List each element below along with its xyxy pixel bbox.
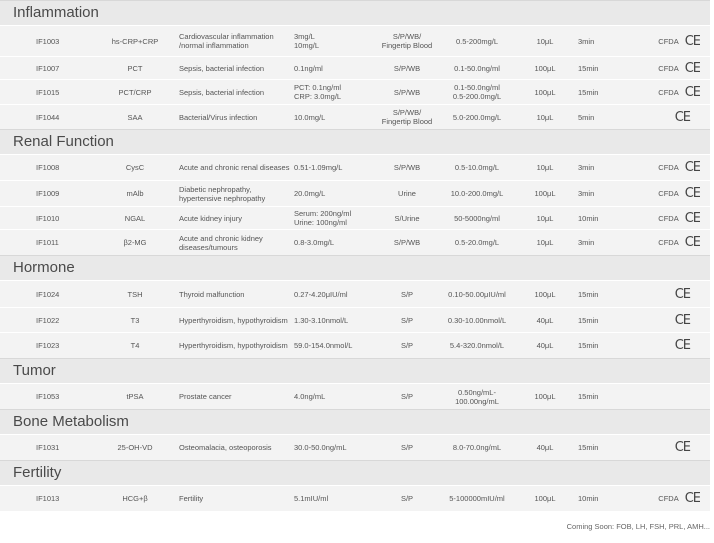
sample-volume: 100μL	[534, 289, 556, 299]
coming-soon-note: Coming Soon: FOB, LH, FSH, PRL, AMH...	[566, 522, 710, 531]
product-code: IF1022	[36, 315, 60, 325]
test-time: 10min	[578, 494, 599, 503]
table-row	[0, 434, 710, 460]
ce-mark-icon: CE	[674, 109, 690, 125]
certifications	[632, 110, 700, 125]
linearity-range: 5-100000mIU/ml	[449, 494, 505, 503]
clinical-application: Sepsis, bacterial infection	[179, 87, 265, 97]
product-code: IF1053	[36, 392, 60, 401]
test-item: hs-CRP+CRP	[111, 36, 159, 46]
test-time: 5min	[578, 112, 595, 122]
section-title: Inflammation	[0, 0, 710, 25]
sample-volume: 100μL	[534, 494, 556, 503]
cfda-mark: CFDA	[658, 213, 679, 223]
product-code: IF1015	[36, 87, 60, 97]
table-row	[0, 229, 710, 255]
cfda-mark: CFDA	[658, 63, 679, 73]
certifications	[632, 61, 700, 76]
reference-range: 0.51-1.09mg/L	[294, 163, 343, 172]
ce-mark-icon: CE	[684, 491, 700, 506]
reference-range: 5.1mIU/ml	[294, 494, 329, 503]
product-code: IF1013	[36, 494, 60, 503]
sample-volume: 10μL	[536, 213, 554, 223]
test-time: 3min	[578, 189, 595, 198]
clinical-application: Fertility	[179, 494, 204, 503]
sample-volume: 10μL	[536, 163, 554, 172]
table-row	[0, 383, 710, 409]
linearity-range: 0.1-50.0ng/ml 0.5-200.0mg/L	[452, 83, 502, 101]
test-time: 15min	[578, 63, 599, 73]
clinical-application: Hyperthyroidism, hypothyroidism	[179, 341, 288, 350]
table-row	[0, 280, 710, 307]
linearity-range: 0.5-20.0mg/L	[454, 238, 500, 247]
test-item: PCT/CRP	[118, 87, 152, 97]
linearity-range: 0.5-200mg/L	[455, 36, 499, 46]
reference-range: 30.0-50.0ng/mL	[294, 443, 347, 452]
clinical-application: Hyperthyroidism, hypothyroidism	[179, 315, 288, 325]
linearity-range: 5.4-320.0nmol/L	[449, 341, 505, 350]
sample-volume: 100μL	[534, 63, 556, 73]
linearity-range: 50-5000ng/ml	[454, 213, 500, 223]
cfda-mark: CFDA	[658, 238, 679, 247]
clinical-application: Bacterial/Virus infection	[179, 112, 258, 122]
clinical-application: Acute kidney injury	[179, 213, 242, 223]
section-title: Renal Function	[0, 129, 710, 154]
linearity-range: 5.0-200.0mg/L	[452, 112, 502, 122]
sample-type: S/P/WB	[393, 87, 421, 97]
reference-range: 0.1ng/ml	[294, 63, 323, 73]
test-item: T3	[130, 315, 140, 325]
sample-volume: 40μL	[536, 315, 554, 325]
test-item: 25-OH-VD	[117, 443, 153, 452]
linearity-range: 10.0-200.0mg/L	[450, 189, 504, 198]
section-title: Fertility	[0, 460, 710, 485]
sample-type: S/P/WB/ Fingertip Blood	[381, 32, 433, 50]
product-code: IF1011	[36, 238, 59, 247]
cfda-mark: CFDA	[658, 494, 679, 503]
product-code: IF1009	[36, 189, 60, 198]
certifications	[632, 491, 700, 506]
cfda-mark: CFDA	[658, 189, 679, 198]
linearity-range: 0.10-50.00μIU/ml	[448, 289, 506, 299]
product-code: IF1044	[36, 112, 60, 122]
reference-range: 4.0ng/mL	[294, 392, 326, 401]
linearity-range: 0.1-50.0ng/ml	[454, 63, 500, 73]
test-time: 15min	[578, 392, 599, 401]
test-item: mAlb	[126, 189, 144, 198]
sample-type: S/P	[400, 315, 414, 325]
certifications	[632, 440, 700, 455]
cfda-mark: CFDA	[658, 87, 679, 97]
table-row	[0, 25, 710, 56]
certifications	[632, 34, 700, 49]
table-row	[0, 56, 710, 79]
test-item: tPSA	[126, 392, 144, 401]
test-item: HCG+β	[122, 494, 148, 503]
sample-volume: 100μL	[534, 392, 556, 401]
test-item: NGAL	[124, 213, 146, 223]
table-row	[0, 79, 710, 104]
test-item: PCT	[127, 63, 143, 73]
sample-type: S/P	[400, 443, 414, 452]
table-row	[0, 332, 710, 358]
ce-mark-icon: CE	[674, 312, 690, 328]
test-item: SAA	[127, 112, 143, 122]
product-code: IF1023	[36, 341, 60, 350]
certifications	[632, 160, 700, 175]
test-item: β2-MG	[123, 238, 147, 247]
clinical-application: Acute and chronic renal diseases	[179, 163, 290, 172]
sample-volume: 100μL	[534, 87, 556, 97]
certifications	[632, 235, 700, 250]
ce-mark-icon: CE	[684, 60, 700, 76]
reference-range: 20.0mg/L	[294, 189, 326, 198]
sample-type: Urine	[398, 189, 416, 198]
certifications	[632, 313, 700, 328]
test-item: T4	[130, 341, 140, 350]
sample-volume: 100μL	[534, 189, 556, 198]
product-code: IF1024	[36, 289, 60, 299]
sample-type: S/P	[400, 289, 414, 299]
product-code: IF1007	[36, 63, 60, 73]
sample-volume: 40μL	[536, 341, 554, 350]
reference-range: 0.8-3.0mg/L	[294, 238, 335, 247]
ce-mark-icon: CE	[684, 210, 700, 226]
linearity-range: 0.50ng/mL-100.00ng/mL	[455, 387, 499, 406]
product-code: IF1031	[36, 443, 60, 452]
clinical-application: Sepsis, bacterial infection	[179, 63, 265, 73]
clinical-application: Osteomalacia, osteoporosis	[179, 443, 272, 452]
clinical-application: Thyroid malfunction	[179, 289, 245, 299]
linearity-range: 8.0-70.0ng/mL	[452, 443, 502, 452]
test-time: 15min	[578, 289, 599, 299]
sample-volume: 10μL	[536, 238, 554, 247]
reference-range: 3mg/L 10mg/L	[294, 32, 320, 50]
certifications	[632, 338, 700, 353]
reference-range: Serum: 200ng/ml Urine: 100ng/ml	[294, 209, 352, 227]
test-time: 10min	[578, 213, 599, 223]
sample-type: S/P/WB	[393, 163, 421, 172]
sample-volume: 40μL	[536, 443, 554, 452]
reference-range: PCT: 0.1ng/ml CRP: 3.0mg/L	[294, 83, 342, 101]
clinical-application: Acute and chronic kidney diseases/tumours	[179, 233, 263, 252]
table-row	[0, 485, 710, 511]
sample-type: S/P	[400, 341, 414, 350]
ce-mark-icon: CE	[674, 286, 690, 302]
section-title: Hormone	[0, 255, 710, 280]
test-time: 3min	[578, 163, 595, 172]
test-item: TSH	[127, 289, 143, 299]
reference-range: 0.27-4.20μIU/ml	[294, 289, 348, 299]
certifications	[632, 186, 700, 201]
test-time: 15min	[578, 315, 599, 325]
clinical-application: Cardiovascular inflammation /normal inflammation	[179, 32, 274, 50]
reference-range: 59.0-154.0nmol/L	[294, 341, 353, 350]
ce-mark-icon: CE	[674, 338, 690, 353]
sample-type: S/P	[400, 494, 414, 503]
table-row	[0, 307, 710, 332]
ce-mark-icon: CE	[684, 84, 700, 100]
product-code: IF1010	[36, 213, 60, 223]
product-code: IF1008	[36, 163, 60, 172]
ce-mark-icon: CE	[684, 160, 700, 175]
cfda-mark: CFDA	[658, 36, 679, 46]
test-time: 15min	[578, 87, 599, 97]
section-title: Tumor	[0, 358, 710, 383]
certifications	[632, 211, 700, 226]
test-time: 15min	[578, 341, 599, 350]
table-row	[0, 154, 710, 180]
table-row	[0, 180, 710, 206]
sample-type: S/P/WB	[393, 238, 421, 247]
sample-type: S/Urine	[394, 213, 420, 223]
reference-range: 10.0mg/L	[294, 112, 326, 122]
sample-type: S/P	[400, 392, 414, 401]
certifications	[632, 287, 700, 302]
sample-type: S/P/WB/ Fingertip Blood	[381, 108, 433, 126]
certifications	[632, 85, 700, 100]
clinical-application: Prostate cancer	[179, 392, 232, 401]
table-row	[0, 104, 710, 129]
cfda-mark: CFDA	[658, 163, 679, 172]
test-item: CysC	[125, 163, 145, 172]
clinical-application: Diabetic nephropathy, hypertensive nephropathy	[179, 184, 266, 203]
ce-mark-icon: CE	[684, 33, 700, 49]
test-time: 3min	[578, 238, 595, 247]
sample-type: S/P/WB	[393, 63, 421, 73]
ce-mark-icon: CE	[674, 440, 690, 455]
section-title: Bone Metabolism	[0, 409, 710, 434]
reference-range: 1.30-3.10nmol/L	[294, 315, 349, 325]
sample-volume: 10μL	[536, 112, 554, 122]
sample-volume: 10μL	[536, 36, 554, 46]
test-time: 3min	[578, 36, 595, 46]
table-row	[0, 206, 710, 229]
ce-mark-icon: CE	[684, 186, 700, 201]
linearity-range: 0.5-10.0mg/L	[454, 163, 500, 172]
product-code: IF1003	[36, 36, 60, 46]
ce-mark-icon: CE	[684, 235, 700, 250]
linearity-range: 0.30-10.00nmol/L	[447, 315, 507, 325]
test-time: 15min	[578, 443, 599, 452]
